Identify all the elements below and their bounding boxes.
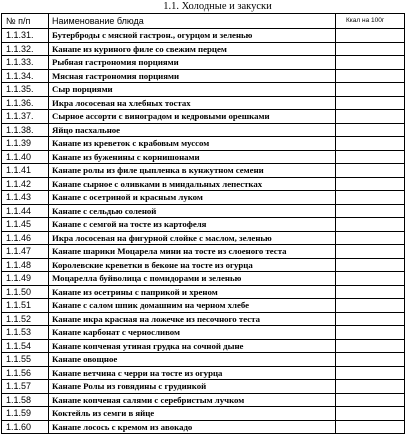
row-kcal bbox=[336, 272, 405, 286]
row-number: 1.1.31. bbox=[2, 29, 49, 43]
table-row bbox=[2, 110, 405, 124]
row-number: 1.1.50 bbox=[2, 285, 49, 299]
table-row bbox=[2, 272, 405, 286]
row-number: 1.1.35. bbox=[2, 83, 49, 97]
table-row bbox=[2, 29, 405, 43]
table-row bbox=[2, 299, 405, 313]
row-kcal bbox=[336, 285, 405, 299]
table-row bbox=[2, 164, 405, 178]
table-row bbox=[2, 42, 405, 56]
row-dish-name: Канапе икра красная на ложечке из песочного теста bbox=[49, 312, 336, 326]
menu-table bbox=[1, 13, 405, 434]
row-number: 1.1.57 bbox=[2, 380, 49, 394]
row-dish-name: Сырное ассорти с виноградом и кедровыми орешками bbox=[49, 110, 336, 124]
row-kcal bbox=[336, 380, 405, 394]
row-kcal bbox=[336, 110, 405, 124]
row-kcal bbox=[336, 123, 405, 137]
header-dish-name: Наименование блюда bbox=[49, 14, 336, 29]
row-number: 1.1.52 bbox=[2, 312, 49, 326]
row-kcal bbox=[336, 407, 405, 421]
row-kcal bbox=[336, 231, 405, 245]
table-row bbox=[2, 177, 405, 191]
row-dish-name: Канапе из осетрины с паприкой и хреном bbox=[49, 285, 336, 299]
row-kcal bbox=[336, 258, 405, 272]
row-dish-name: Канапе из куриного филе со свежим перцем bbox=[49, 42, 336, 56]
table-row bbox=[2, 393, 405, 407]
row-number: 1.1.48 bbox=[2, 258, 49, 272]
row-number: 1.1.55 bbox=[2, 353, 49, 367]
row-number: 1.1.54 bbox=[2, 339, 49, 353]
row-dish-name: Канапе ветчина с черри на тосте из огурца bbox=[49, 366, 336, 380]
row-dish-name: Рыбная гастрономия порциями bbox=[49, 56, 336, 70]
row-number: 1.1.46 bbox=[2, 231, 49, 245]
row-number: 1.1.37. bbox=[2, 110, 49, 124]
table-row bbox=[2, 312, 405, 326]
row-dish-name: Икра лососевая на фигурной слойке с маслом, зеленью bbox=[49, 231, 336, 245]
row-dish-name: Канапе из креветок с крабовым муссом bbox=[49, 137, 336, 151]
row-kcal bbox=[336, 326, 405, 340]
row-number: 1.1.51 bbox=[2, 299, 49, 313]
table-row bbox=[2, 56, 405, 70]
row-number: 1.1.32. bbox=[2, 42, 49, 56]
row-dish-name: Канапе овощное bbox=[49, 353, 336, 367]
row-kcal bbox=[336, 164, 405, 178]
row-kcal bbox=[336, 177, 405, 191]
row-kcal bbox=[336, 204, 405, 218]
row-number: 1.1.47 bbox=[2, 245, 49, 259]
row-number: 1.1.42 bbox=[2, 177, 49, 191]
row-number: 1.1.43 bbox=[2, 191, 49, 205]
row-dish-name: Канапе карбонат с черносливом bbox=[49, 326, 336, 340]
row-number: 1.1.53 bbox=[2, 326, 49, 340]
row-kcal bbox=[336, 245, 405, 259]
table-row bbox=[2, 366, 405, 380]
row-dish-name: Мясная гастрономия порциями bbox=[49, 69, 336, 83]
row-dish-name: Яйцо пасхальное bbox=[49, 123, 336, 137]
table-row bbox=[2, 137, 405, 151]
table-row bbox=[2, 380, 405, 394]
row-dish-name: Канапе с семгой на тосте из картофеля bbox=[49, 218, 336, 232]
row-dish-name: Канапе с сельдью соленой bbox=[49, 204, 336, 218]
table-row bbox=[2, 407, 405, 421]
row-kcal bbox=[336, 299, 405, 313]
row-kcal bbox=[336, 42, 405, 56]
row-dish-name: Канапе лосось с кремом из авокадо bbox=[49, 420, 336, 434]
row-dish-name: Канапе копченая салями с серебристым лучком bbox=[49, 393, 336, 407]
row-number: 1.1.58 bbox=[2, 393, 49, 407]
row-number: 1.1.38. bbox=[2, 123, 49, 137]
table-row bbox=[2, 96, 405, 110]
row-kcal bbox=[336, 137, 405, 151]
row-number: 1.1.49 bbox=[2, 272, 49, 286]
table-row bbox=[2, 285, 405, 299]
section-title: 1.1. Холодные и закуски bbox=[163, 1, 272, 12]
table-row bbox=[2, 339, 405, 353]
row-dish-name: Канапе Ролы из говядины с грудинкой bbox=[49, 380, 336, 394]
row-number: 1.1.60 bbox=[2, 420, 49, 434]
table-row bbox=[2, 191, 405, 205]
row-kcal bbox=[336, 366, 405, 380]
row-kcal bbox=[336, 69, 405, 83]
table-row bbox=[2, 258, 405, 272]
row-number: 1.1.40 bbox=[2, 150, 49, 164]
row-dish-name: Бутерброды с мясной гастрон., огурцом и зеленью bbox=[49, 29, 336, 43]
row-dish-name: Сыр порциями bbox=[49, 83, 336, 97]
row-kcal bbox=[336, 56, 405, 70]
row-dish-name: Канапе с салом шпик домашним на черном хлебе bbox=[49, 299, 336, 313]
row-kcal bbox=[336, 191, 405, 205]
table-row bbox=[2, 420, 405, 434]
row-number: 1.1.36. bbox=[2, 96, 49, 110]
row-number: 1.1.45 bbox=[2, 218, 49, 232]
row-number: 1.1.59 bbox=[2, 407, 49, 421]
row-number: 1.1.33. bbox=[2, 56, 49, 70]
row-kcal bbox=[336, 83, 405, 97]
table-row bbox=[2, 83, 405, 97]
row-kcal bbox=[336, 353, 405, 367]
row-kcal bbox=[336, 218, 405, 232]
row-kcal bbox=[336, 420, 405, 434]
header-kcal: Ккал на 100г bbox=[336, 14, 405, 29]
row-dish-name: Канапе ролы из филе цыпленка в кунжутном семени bbox=[49, 164, 336, 178]
table-row bbox=[2, 204, 405, 218]
row-number: 1.1.41 bbox=[2, 164, 49, 178]
row-dish-name: Канапе с осетриной и красным луком bbox=[49, 191, 336, 205]
row-number: 1.1.34. bbox=[2, 69, 49, 83]
table-row bbox=[2, 218, 405, 232]
row-kcal bbox=[336, 339, 405, 353]
table-row bbox=[2, 326, 405, 340]
row-kcal bbox=[336, 312, 405, 326]
row-number: 1.1.56 bbox=[2, 366, 49, 380]
row-kcal bbox=[336, 393, 405, 407]
row-dish-name: Королевские креветки в беконе на тосте из огурца bbox=[49, 258, 336, 272]
row-dish-name: Моцарелла буйволица с помидорами и зеленью bbox=[49, 272, 336, 286]
row-dish-name: Канапе копченая утиная грудка на сочной дыне bbox=[49, 339, 336, 353]
table-row bbox=[2, 150, 405, 164]
row-dish-name: Канапе шарики Моцарела мини на тосте из слоеного теста bbox=[49, 245, 336, 259]
row-dish-name: Канапе из буженины с корнишонами bbox=[49, 150, 336, 164]
table-row bbox=[2, 231, 405, 245]
row-number: 1.1.44 bbox=[2, 204, 49, 218]
row-kcal bbox=[336, 150, 405, 164]
menu-sheet bbox=[1, 0, 404, 434]
row-kcal bbox=[336, 29, 405, 43]
table-row bbox=[2, 353, 405, 367]
table-row bbox=[2, 123, 405, 137]
table-row bbox=[2, 245, 405, 259]
row-dish-name: Канапе сырное с оливками в миндальных лепестках bbox=[49, 177, 336, 191]
table-row bbox=[2, 69, 405, 83]
header-number: № п/п bbox=[2, 14, 49, 29]
row-number: 1.1.39 bbox=[2, 137, 49, 151]
table-header-row bbox=[2, 14, 405, 29]
row-kcal bbox=[336, 96, 405, 110]
row-dish-name: Коктейль из семги в яйце bbox=[49, 407, 336, 421]
row-dish-name: Икра лососевая на хлебных тостах bbox=[49, 96, 336, 110]
